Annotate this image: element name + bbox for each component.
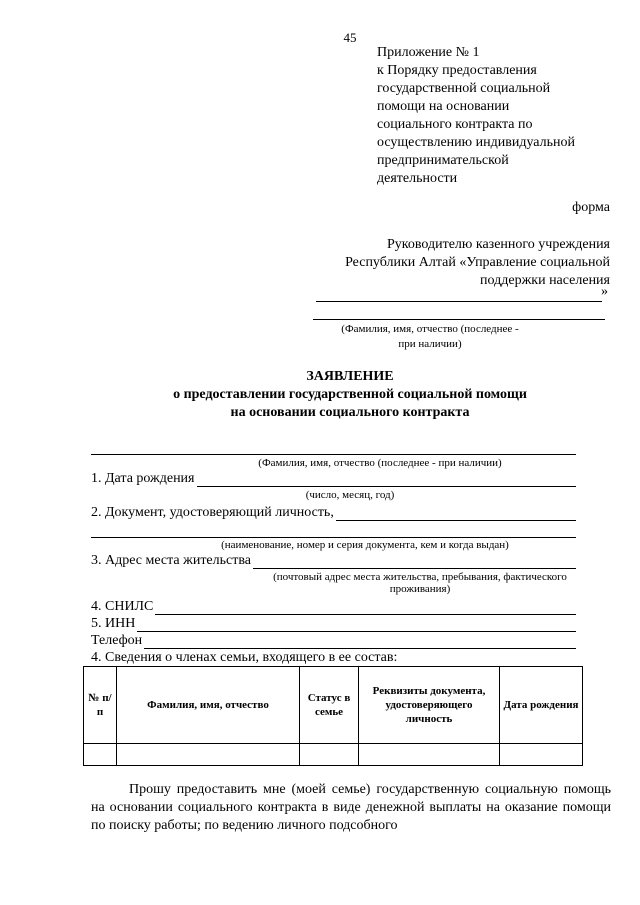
document-title (0, 368, 640, 422)
appendix-line: государственной социальной (377, 81, 551, 96)
addressee-fill-line[interactable] (316, 300, 602, 302)
applicant-hint: (Фамилия, имя, отчество (последнее - при наличии) (341, 323, 519, 350)
col-header-status: Статус в семье (300, 667, 359, 744)
addressee-line: Руководителю казенного учреждения (387, 237, 610, 252)
birth-date-fill[interactable] (197, 472, 577, 487)
address-row (91, 553, 576, 569)
col-header-number: № п/п (84, 667, 117, 744)
appendix-line: осуществлению индивидуальной (377, 135, 575, 150)
snils-row (91, 599, 576, 615)
family-members-table (83, 666, 583, 766)
addressee-line: Республики Алтай «Управление социальной (345, 255, 610, 270)
birth-date-hint: (число, месяц, год) (305, 489, 395, 501)
id-document-fill[interactable] (336, 506, 576, 521)
appendix-header (377, 44, 627, 188)
col-header-document: Реквизиты документа, удостоверяющего личность (359, 667, 500, 744)
appendix-line: социального контракта по (377, 117, 533, 132)
table-header-row (84, 667, 583, 744)
addressee-block (280, 236, 610, 290)
snils-fill[interactable] (155, 600, 576, 615)
id-document-hint: (наименование, номер и серия документа, кем и когда выдан) (221, 539, 509, 551)
address-label: 3. Адрес места жительства (91, 553, 251, 568)
table-cell[interactable] (500, 744, 583, 766)
inn-fill[interactable] (137, 617, 576, 632)
close-quote: » (601, 284, 608, 299)
appendix-line: помощи на основании (377, 99, 510, 114)
applicant-fill-line[interactable] (313, 319, 605, 320)
phone-row (91, 633, 576, 649)
subtitle-line: о предоставлении государственной социальной помощи (173, 387, 527, 402)
request-text: Прошу предоставить мне (моей семье) государственную социальную помощь на основании социального контракта в виде денежной выплаты на оказание помощи по поиску работы; по ведению личного подсобного (91, 782, 611, 833)
appendix-line: предпринимательской (377, 153, 509, 168)
col-header-birth-date: Дата рождения (500, 667, 583, 744)
request-paragraph (91, 781, 611, 835)
birth-date-row (91, 471, 576, 487)
phone-fill[interactable] (144, 634, 576, 649)
table-cell[interactable] (117, 744, 300, 766)
form-label: форма (572, 200, 610, 215)
appendix-line: к Порядку предоставления (377, 63, 537, 78)
table-cell[interactable] (300, 744, 359, 766)
subtitle-line: на основании социального контракта (230, 405, 470, 420)
inn-label: 5. ИНН (91, 616, 136, 631)
snils-label: 4. СНИЛС (91, 599, 154, 614)
page-number: 45 (343, 30, 357, 45)
address-hint: (почтовый адрес места жительства, пребывания, фактического проживания) (273, 571, 567, 595)
appendix-line: деятельности (377, 171, 458, 186)
address-fill[interactable] (253, 554, 576, 569)
fio-hint: (Фамилия, имя, отчество (последнее - при наличии) (258, 457, 502, 469)
phone-label: Телефон (91, 633, 143, 648)
id-document-row (91, 505, 576, 521)
table-row (84, 744, 583, 766)
birth-date-label: 1. Дата рождения (91, 471, 195, 486)
col-header-fio: Фамилия, имя, отчество (117, 667, 300, 744)
fio-fill-line[interactable] (91, 454, 576, 455)
id-document-fill-2[interactable] (91, 537, 576, 538)
appendix-line: Приложение № 1 (377, 45, 480, 60)
inn-row (91, 616, 576, 632)
title: ЗАЯВЛЕНИЕ (306, 369, 394, 384)
table-cell[interactable] (84, 744, 117, 766)
addressee-line: поддержки населения (480, 273, 610, 288)
id-document-label: 2. Документ, удостоверяющий личность, (91, 505, 334, 520)
family-info-label: 4. Сведения о членах семьи, входящего в ее состав: (91, 650, 398, 665)
table-cell[interactable] (359, 744, 500, 766)
